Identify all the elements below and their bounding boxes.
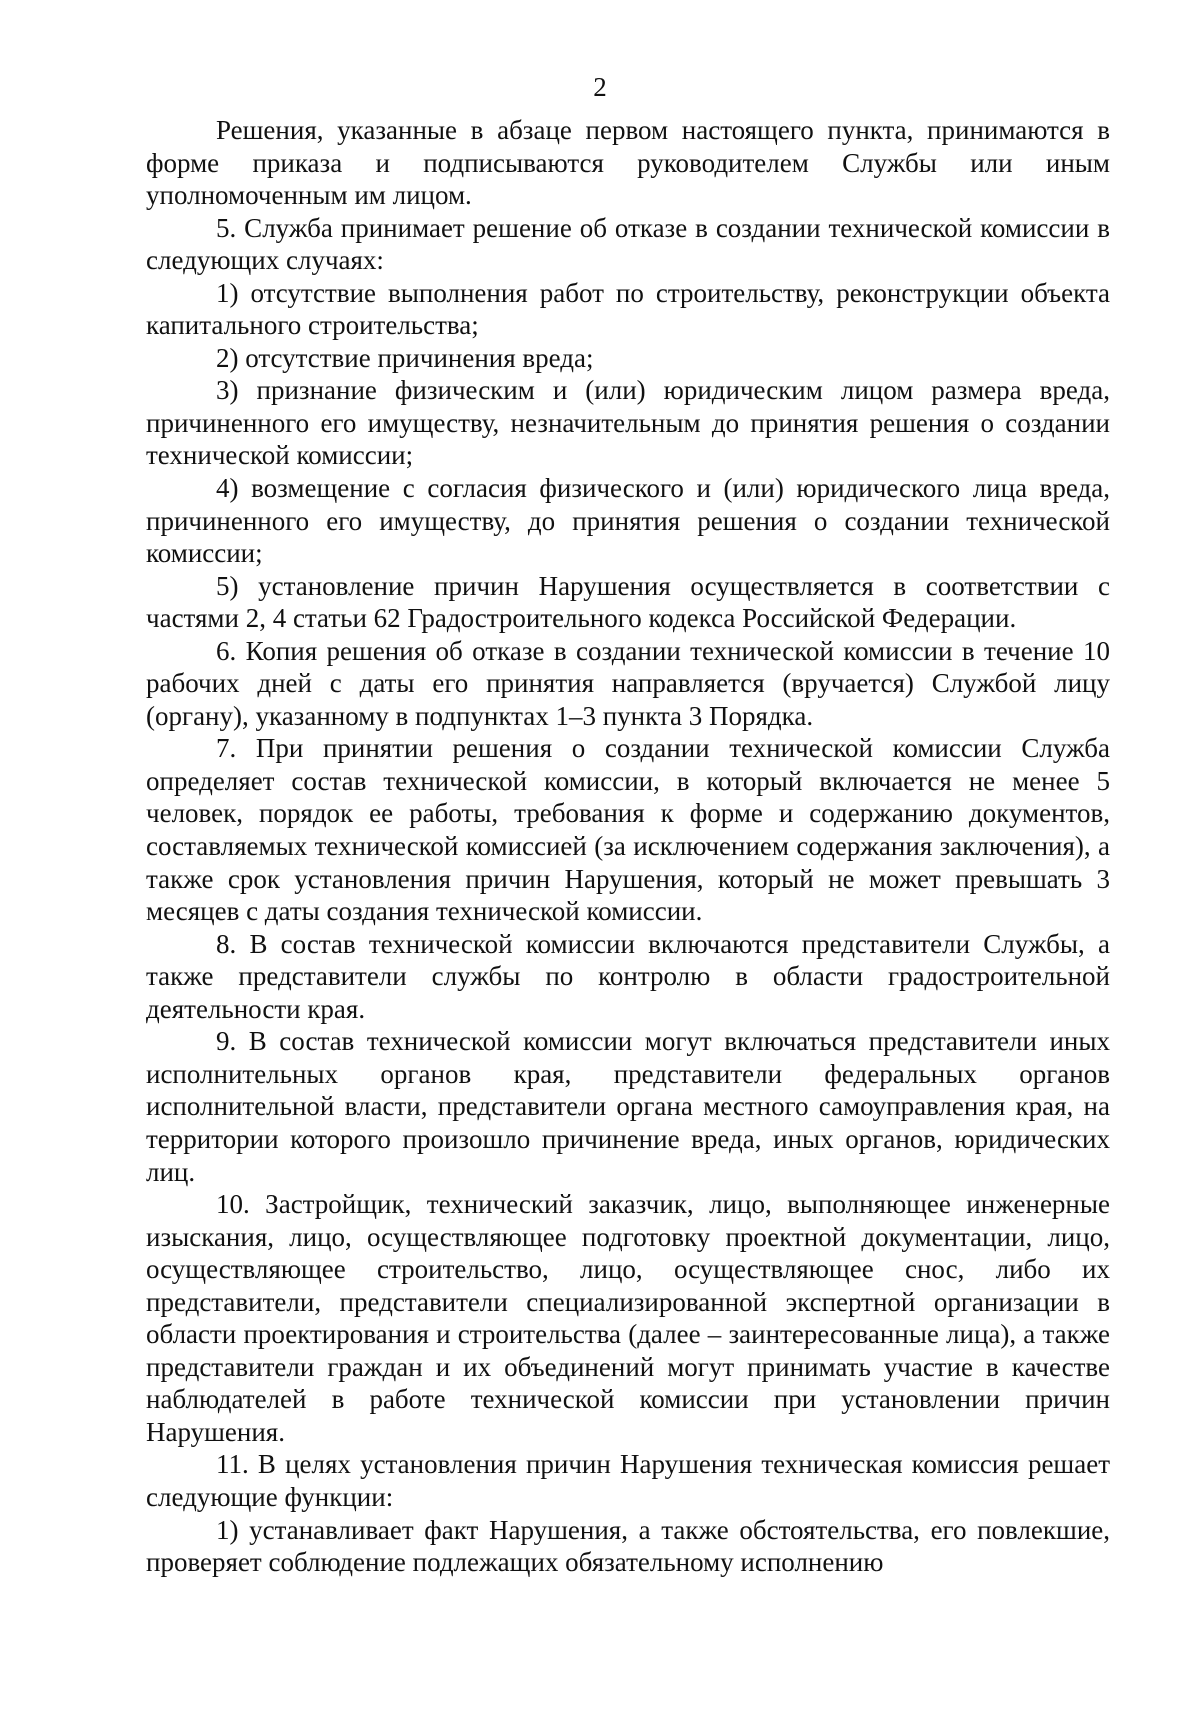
paragraph-item-5-subitem-4: 4) возмещение с согласия физического и (или) юридического лица вреда, причиненного его имуществу, до принятия решения о создании технической комиссии; [146, 473, 1110, 569]
paragraph-item-5-subitem-3: 3) признание физическим и (или) юридическим лицом размера вреда, причиненного его имуществу, незначительным до принятия решения о создании технической комиссии; [146, 375, 1110, 471]
paragraph-item-11: 11. В целях установления причин Нарушения техническая комиссия решает следующие функции: [146, 1449, 1110, 1512]
paragraph-item-8: 8. В состав технической комиссии включаются представители Службы, а также представители службы по контролю в области градостроительной деятельности края. [146, 928, 1110, 1024]
paragraph-item-5: 5. Служба принимает решение об отказе в создании технической комиссии в следующих случаях: [146, 212, 1110, 276]
paragraph-item-5-subitem-1: 1) отсутствие выполнения работ по строительству, реконструкции объекта капитального строительства; [146, 277, 1110, 341]
paragraph-item-6: 6. Копия решения об отказе в создании технической комиссии в течение 10 рабочих дней с даты его принятия направляется (вручается) Службой лицу (органу), указанному в подпунктах 1–3 пункта 3 Порядка. [146, 635, 1110, 731]
document-body [146, 114, 1110, 1579]
paragraph-item-5-subitem-2: 2) отсутствие причинения вреда; [216, 342, 594, 373]
paragraph-item-7: 7. При принятии решения о создании технической комиссии Служба определяет состав технической комиссии, в который включается не менее 5 человек, порядок ее работы, требования к форме и содержанию документов, составляемых технической комиссией (за исключением содержания заключения), а также срок установления причин Нарушения, который не может превышать 3 месяцев с даты создания технической комиссии. [146, 733, 1110, 927]
paragraph-item-10: 10. Застройщик, технический заказчик, лицо, выполняющее инженерные изыскания, лицо, осуществляющее подготовку проектной документации, лицо, осуществляющее строительство, лицо, осуществляющее снос, либо их представители, представители специализированной экспертной организации в области проектирования и строительства (далее – заинтересованные лица), а также представители граждан и их объединений могут принимать участие в качестве наблюдателей в работе технической комиссии при установлении причин Нарушения. [146, 1189, 1110, 1447]
paragraph-decisions-form: Решения, указанные в абзаце первом настоящего пункта, принимаются в форме приказа и подписываются руководителем Службы или иным уполномоченным им лицом. [146, 115, 1110, 211]
paragraph-item-11-subitem-1: 1) устанавливает факт Нарушения, а также обстоятельства, его повлекшие, проверяет соблюдение подлежащих обязательному исполнению [146, 1514, 1110, 1578]
page-number: 2 [593, 72, 607, 102]
paragraph-item-9: 9. В состав технической комиссии могут включаться представители иных исполнительных органов края, представители федеральных органов исполнительной власти, представители органа местного самоуправления края, на территории которого произошло причинение вреда, иных органов, юридических лиц. [146, 1026, 1110, 1187]
paragraph-item-5-subitem-5: 5) установление причин Нарушения осуществляется в соответствии с частями 2, 4 статьи 62 Градостроительного кодекса Российской Федерации. [146, 570, 1110, 634]
